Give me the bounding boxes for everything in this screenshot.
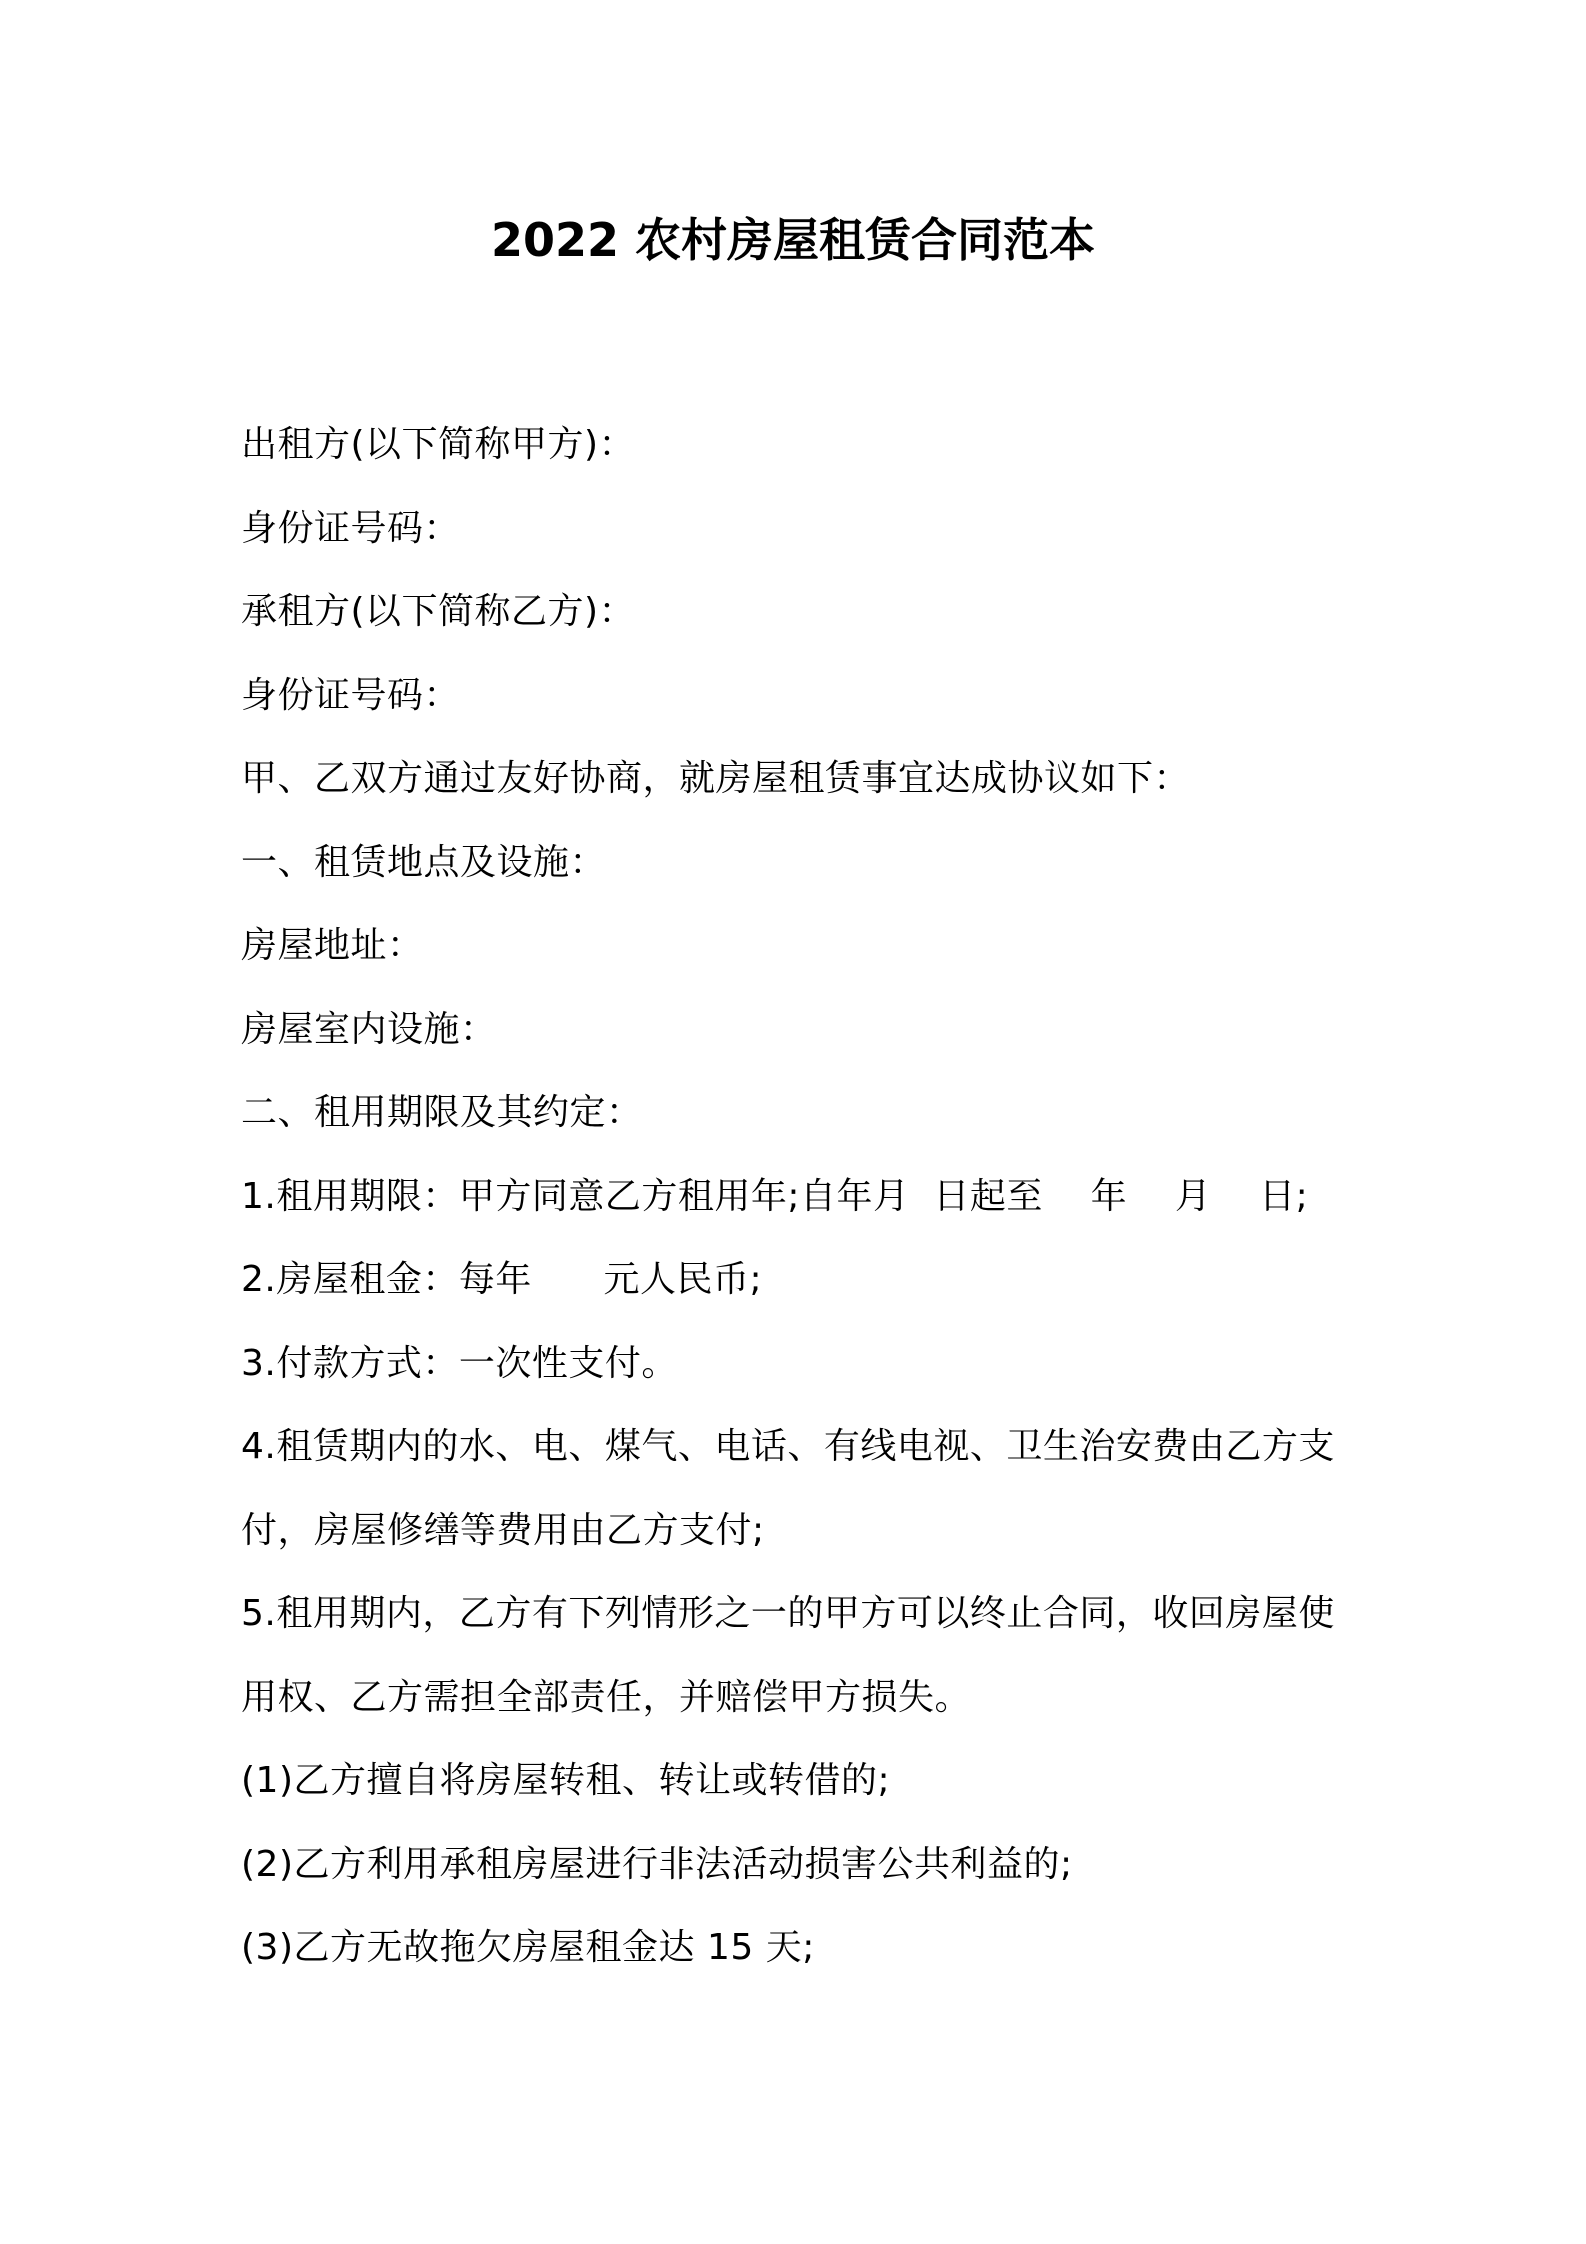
clause-termination-cont: 用权、乙方需担全部责任，并赔偿甲方损失。 (241, 1676, 972, 1718)
termination-item-3: (3)乙方无故拖欠房屋租金达 15 天; (241, 1927, 815, 1968)
house-facilities-line: 房屋室内设施： (241, 1008, 497, 1050)
clause-utilities-cont: 付，房屋修缮等费用由乙方支付; (241, 1509, 765, 1551)
section-heading-location: 一、租赁地点及设施： (241, 841, 607, 883)
lessor-line: 出租方(以下简称甲方)： (241, 424, 636, 465)
lessor-id-line: 身份证号码： (241, 507, 461, 549)
document-body (241, 403, 1371, 1990)
clause-utilities: 4.租赁期内的水、电、煤气、电话、有线电视、卫生治安费由乙方支 (241, 1426, 1335, 1467)
termination-item-1: (1)乙方擅自将房屋转租、转让或转借的; (241, 1760, 891, 1801)
clause-termination: 5.租用期内，乙方有下列情形之一的甲方可以终止合同，收回房屋使 (241, 1593, 1335, 1634)
agreement-intro: 甲、乙双方通过友好协商，就房屋租赁事宜达成协议如下： (241, 758, 1191, 799)
lessee-id-line: 身份证号码： (241, 674, 461, 716)
termination-item-2: (2)乙方利用承租房屋进行非法活动损害公共利益的; (241, 1843, 1073, 1885)
document-title: 2022 农村房屋租赁合同范本 (490, 213, 1096, 267)
clause-rent: 2.房屋租金：每年 元人民币; (241, 1259, 763, 1300)
clause-lease-term: 1.租用期限：甲方同意乙方租用年;自年月 日起至 年 月 日; (241, 1175, 1309, 1217)
house-address-line: 房屋地址： (241, 925, 424, 966)
clause-payment: 3.付款方式：一次性支付。 (241, 1342, 678, 1384)
section-heading-term: 二、租用期限及其约定： (241, 1092, 643, 1133)
lessee-line: 承租方(以下简称乙方)： (241, 591, 636, 632)
